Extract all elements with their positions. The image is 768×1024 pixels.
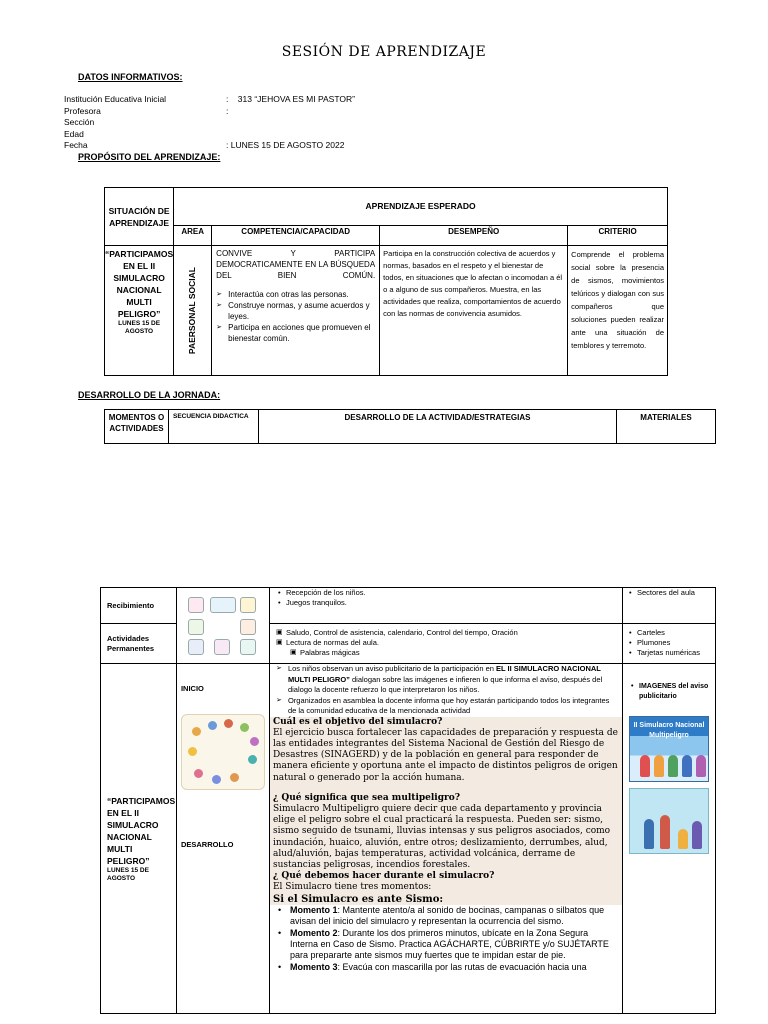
criterio-cell: Comprende el problema social sobre la presencia de sismos, movimientos telúricos y dialogan con sus compañeros que soluciones pueden realizar ante una situación de temblores y terremoto. <box>568 246 668 376</box>
desarrollo-label: DESARROLLO <box>180 840 234 849</box>
materiales-cell: • IMAGENES del aviso publicitario II Simulacro Nacional Multipeligro <box>623 664 716 1014</box>
area-header: AREA <box>174 226 212 246</box>
info-block <box>64 94 355 152</box>
desempeno-cell: Participa en la construcción colectiva de acuerdos y normas, basados en el respeto y el bienestar de todos, en situaciones que lo afectan o incomodan a él o a alguno de sus compañeros. Muestra, en las actividades que realiza, comportamientos de acuerdo con las normas de convivencia asumidos. <box>380 246 568 376</box>
desempeno-header: DESEMPEÑO <box>380 226 568 246</box>
permanentes-cell: ▣ Saludo, Control de asistencia, calendario, Control del tiempo, Oración ▣ Lectura de normas del aula. ▣ Palabras mágicas <box>269 624 622 664</box>
situacion-header: SITUACIÓN DE APRENDIZAJE <box>105 188 174 246</box>
datos-informativos-heading: DATOS INFORMATIVOS: <box>78 72 183 82</box>
desarrollo-heading: DESARROLLO DE LA JORNADA: <box>78 390 221 400</box>
aprendizaje-header: APRENDIZAJE ESPERADO <box>174 188 668 226</box>
recibimiento-materials: • Sectores del aula <box>623 588 716 624</box>
activity-cards-cell <box>176 588 269 664</box>
secuencia-header: SECUENCIA DIDACTICA <box>169 410 259 444</box>
competencia-header: COMPETENCIA/CAPACIDAD <box>212 226 380 246</box>
momentos-header: MOMENTOS O ACTIVIDADES <box>105 410 169 444</box>
info-row: Profesora : <box>64 105 229 116</box>
materiales-header: MATERIALES <box>617 410 716 444</box>
momento-item: • Momento 2: Durante los dos primeros minutos, ubícate en la Zona Segura Interna en Caso de Sismo. Practica AGÁCHARTE, CÚBRIRTE y/o SUJÉTARTE para prepararte ante sismos muy fuertes que te impidan estar de pie. <box>274 928 618 962</box>
momento-item: • Momento 3: Evacúa con mascarilla por las rutas de evacuación hacia una <box>274 962 618 973</box>
situacion-cell: “PARTICIPAMOS EN EL II SIMULACRO NACIONAL MULTI PELIGRO” LUNES 15 DE AGOSTO <box>101 664 177 1014</box>
simulacro-info: Cuál es el objetivo del simulacro? El ejercicio busca fortalecer las capacidades de preparación y respuesta de las entidades integrantes del Sistema Nacional de Gestión del Riesgo de Desastres (SINAGERD) y de la población en general para responder de manera eficiente y oportuna ante el impacto de distintos peligros de origen natural o generado por la acción humana. ¿ Qué significa que sea multipeligro? Simulacro Multipeligro quiere decir que cada departamento y provincia elige el peligro sobre el cual practicará la respuesta. Pueden ser: sismo, sismo seguido de tsunami, lluvias intensas y sus peligros asociados, como inundación, huaico, aluvión, entre otros; deslizamiento, derrumbes, alud, alud/aluvión, bajas temperaturas, actividad volcánica, derrame de sustancias peligrosas, incendios forestales. ¿ Qué debemos hacer durante el simulacro? El Simulacro tiene tres momentos: Si el Simulacro es ante Sismo: <box>270 717 622 905</box>
criterio-header: CRITERIO <box>568 226 668 246</box>
situacion-cell: “PARTICIPAMOS EN EL II SIMULACRO NACIONAL MULTI PELIGRO” LUNES 15 DE AGOSTO <box>105 246 174 376</box>
permanentes-label: Actividades Permanentes <box>101 624 177 664</box>
family-evacuation-image <box>629 788 709 854</box>
secuencia-cell <box>176 664 269 1014</box>
recibimiento-label: Recibimiento <box>101 588 177 624</box>
children-circle-image <box>181 714 265 790</box>
jornada-table <box>100 587 716 1014</box>
info-row: Edad <box>64 128 84 139</box>
info-row: Sección <box>64 117 95 127</box>
info-row: Fecha : LUNES 15 DE AGOSTO 2022 <box>64 140 345 150</box>
inicio-label: INICIO <box>180 684 204 693</box>
permanentes-materials: • Carteles • Plumones • Tarjetas numéricas <box>623 624 716 664</box>
info-row: Institución Educativa Inicial : 313 “JEHOVA ES MI PASTOR” <box>64 94 355 104</box>
desarrollo-actividad-cell: ➢ Los niños observan un aviso publicitario de la participación en EL II SIMULACRO NACIONAL MULTI PELIGRO” dialogan sobre las imágenes e infieren lo que informa el aviso, después del dialogo la docente refuerzo lo que interpretaron los niños. ➢ Organizados en asamblea la docente informa que hoy estarán participando todos los integrantes de la comunidad educativa de la mencionada actividad Cuál es el objetivo del simulacro? El ejercicio busca fortalecer las capacidades de preparación y respuesta de las entidades integrantes del Sistema Nacional de Gestión del Riesgo de Desastres (SINAGERD) y de la población en general para responder de manera eficiente y oportuna ante el impacto de distintos peligros de origen natural o generado por la acción humana. ¿ Qué significa que sea multipeligro? Simulacro Multipeligro quiere decir que cada departamento y provincia elige el peligro sobre el cual practicará la respuesta. Pueden ser: sismo, sismo seguido de tsunami, lluvias intensas y sus peligros asociados, como inundación, huaico, aluvión, entre otros; deslizamiento, derrumbes, alud, alud/aluvión, bajas temperaturas, actividad volcánica, derrame de sustancias peligrosas, incendios forestales. ¿ Qué debemos hacer durante el simulacro? El Simulacro tiene tres momentos: Si el Simulacro es ante Sismo: • Momento 1: Mantente atento/a al sonido de bocinas, campanas o silbatos que avisan del inicio del simulacro y representan la ocurrencia del sismo. • Momento 2: Durante los dos primeros minutos, ubícate en la Zona Segura Interna en Caso de Sismo. Practica AGÁCHARTE, CÚBRIRTE y/o SUJÉTARTE para prepararte ante sismos muy fuertes que te impidan estar de pie. • Momento 3: Evacúa con mascarilla por las rutas de evacuación hacia una <box>269 664 622 1014</box>
competencia-cell: CONVIVE Y PARTICIPA DEMOCRATICAMENTE EN LA BÚSQUEDA DEL BIEN COMÚN. ➢ Interactúa con otras las personas. ➢ Construye normas, y asume acuerdos y leyes. ➢ Participa en acciones que promueven el bienestar común. <box>212 246 380 376</box>
activity-cards-image <box>184 595 262 657</box>
momento-item: • Momento 1: Mantente atento/a al sonido de bocinas, campanas o silbatos que avisan del inicio del simulacro y representan la ocurrencia del sismo. <box>274 905 618 928</box>
desarrollo-actividad-header: DESARROLLO DE LA ACTIVIDAD/ESTRATEGIAS <box>259 410 617 444</box>
jornada-header-table <box>104 409 716 444</box>
recibimiento-cell: • Recepción de los niños. • Juegos tranquilos. <box>269 588 622 624</box>
area-cell: PAERSONAL SOCIAL <box>174 246 212 376</box>
learning-table <box>104 187 668 376</box>
page-title: SESIÓN DE APRENDIZAJE <box>281 44 487 60</box>
proposito-heading: PROPÓSITO DEL APRENDIZAJE: <box>78 152 221 162</box>
simulacro-poster-image: II Simulacro Nacional Multipeligro <box>629 716 709 782</box>
